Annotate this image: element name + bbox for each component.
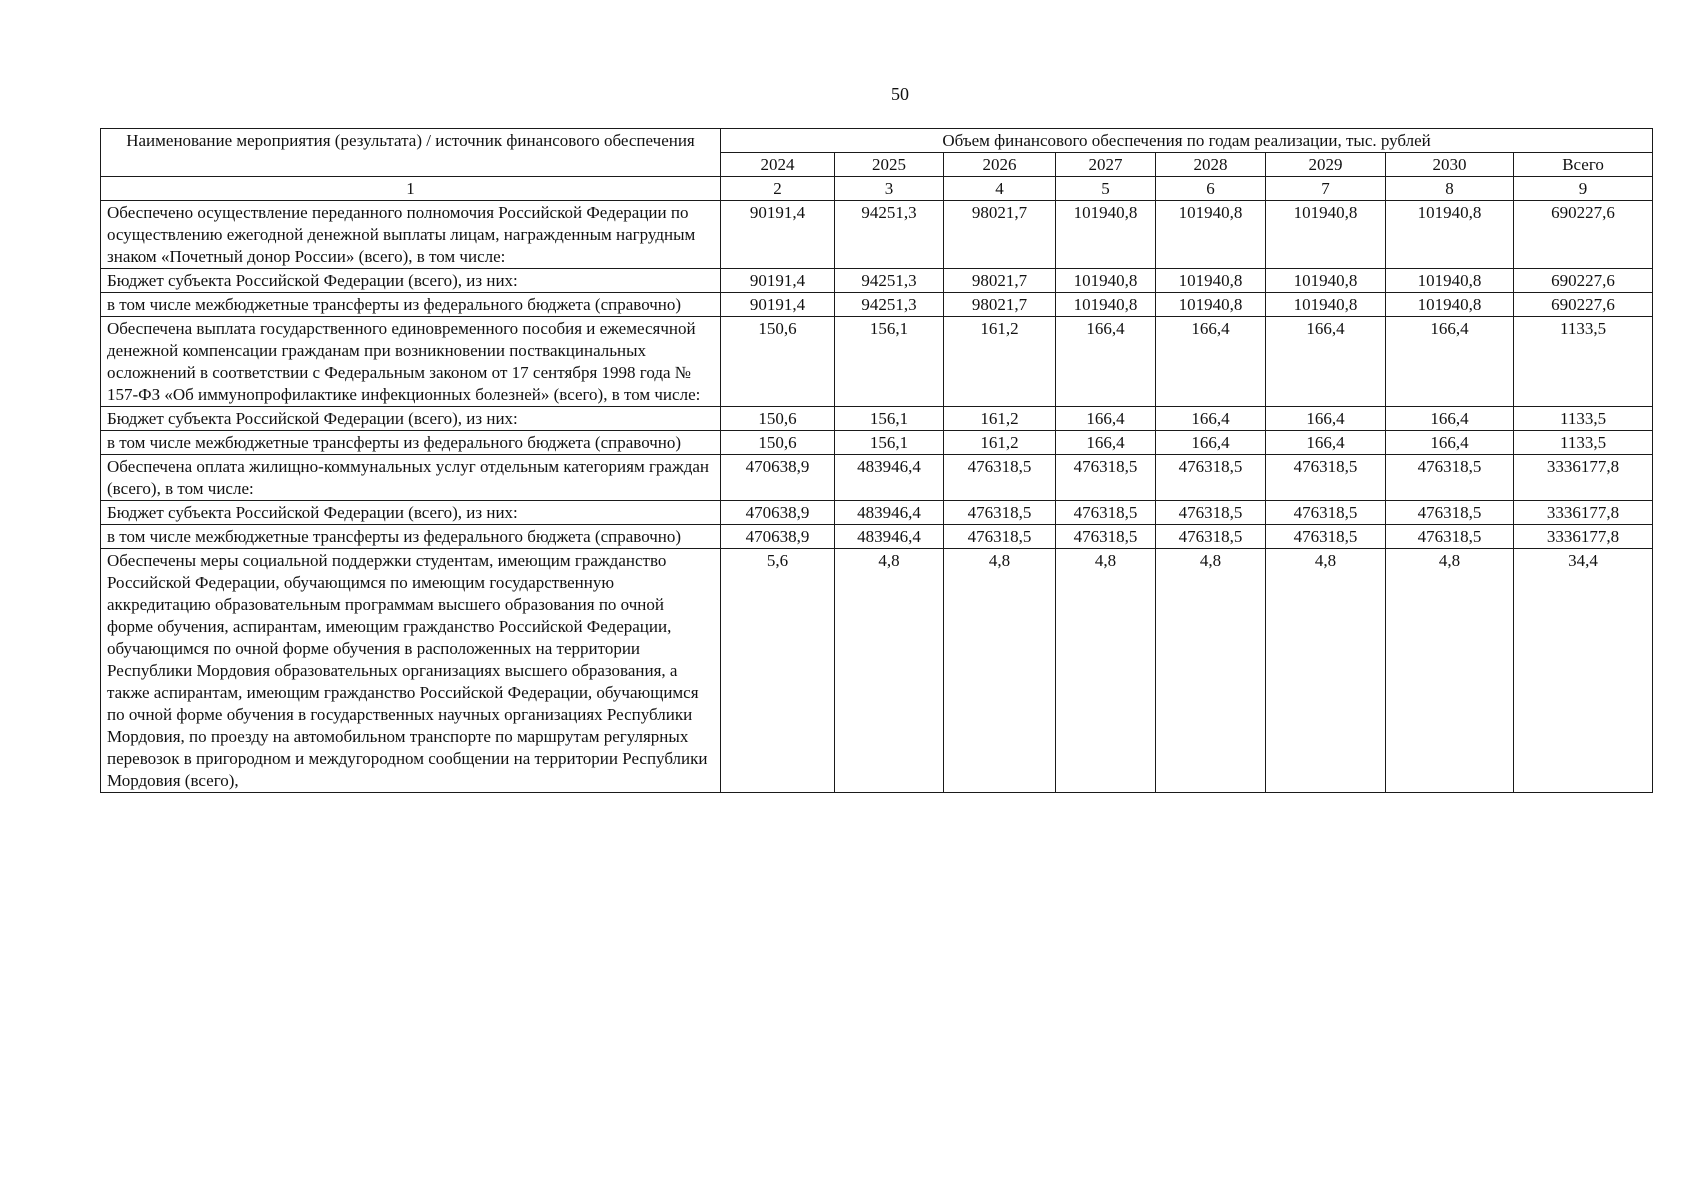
table-row: [101, 317, 1653, 407]
row-value: 4,8: [1386, 549, 1514, 793]
table-header: [101, 129, 1653, 201]
table-row: [101, 407, 1653, 431]
row-value: 476318,5: [944, 525, 1056, 549]
row-total: 690227,6: [1514, 293, 1653, 317]
row-name: в том числе межбюджетные трансферты из федерального бюджета (справочно): [101, 293, 721, 317]
row-value: 90191,4: [721, 269, 835, 293]
row-name: Обеспечены меры социальной поддержки студентам, имеющим гражданство Российской Федерации, обучающимся по имеющим государственную аккредитацию образовательным программам высшего образования по очной форме обучения, аспирантам, имеющим гражданство Российской Федерации, обучающимся по очной форме обучения в расположенных на территории Республики Мордовия образовательных организациях высшего образования, а также аспирантам, имеющим гражданство Российской Федерации, обучающимся по очной форме обучения в государственных научных организациях Республики Мордовия, по проезду на автомобильном транспорте по маршрутам регулярных перевозок в пригородном и междугородном сообщении на территории Республики Мордовия (всего),: [101, 549, 721, 793]
row-value: 101940,8: [1056, 269, 1156, 293]
table-row: [101, 201, 1653, 269]
row-value: 166,4: [1156, 407, 1266, 431]
row-value: 101940,8: [1386, 269, 1514, 293]
row-value: 156,1: [835, 431, 944, 455]
row-total: 34,4: [1514, 549, 1653, 793]
header-year: 2026: [944, 153, 1056, 177]
row-value: 98021,7: [944, 201, 1056, 269]
row-value: 98021,7: [944, 269, 1056, 293]
header-year: 2030: [1386, 153, 1514, 177]
table-row: [101, 549, 1653, 793]
row-name: Бюджет субъекта Российской Федерации (всего), из них:: [101, 501, 721, 525]
row-total: 1133,5: [1514, 317, 1653, 407]
row-value: 156,1: [835, 407, 944, 431]
row-value: 476318,5: [1056, 501, 1156, 525]
row-value: 476318,5: [1056, 455, 1156, 501]
header-year: 2027: [1056, 153, 1156, 177]
row-value: 476318,5: [1156, 501, 1266, 525]
row-value: 101940,8: [1266, 293, 1386, 317]
row-value: 166,4: [1386, 431, 1514, 455]
row-value: 90191,4: [721, 293, 835, 317]
row-name: Бюджет субъекта Российской Федерации (всего), из них:: [101, 269, 721, 293]
row-value: 166,4: [1056, 317, 1156, 407]
row-value: 476318,5: [1056, 525, 1156, 549]
table-row: [101, 269, 1653, 293]
row-value: 161,2: [944, 407, 1056, 431]
header-year: 2028: [1156, 153, 1266, 177]
row-value: 101940,8: [1156, 269, 1266, 293]
row-value: 470638,9: [721, 455, 835, 501]
row-value: 470638,9: [721, 525, 835, 549]
column-number: 8: [1386, 177, 1514, 201]
row-value: 483946,4: [835, 525, 944, 549]
row-value: 4,8: [1266, 549, 1386, 793]
row-value: 476318,5: [944, 501, 1056, 525]
row-value: 94251,3: [835, 201, 944, 269]
row-name: в том числе межбюджетные трансферты из федерального бюджета (справочно): [101, 525, 721, 549]
row-name: в том числе межбюджетные трансферты из федерального бюджета (справочно): [101, 431, 721, 455]
row-value: 166,4: [1386, 317, 1514, 407]
row-value: 98021,7: [944, 293, 1056, 317]
row-value: 101940,8: [1266, 201, 1386, 269]
row-value: 150,6: [721, 407, 835, 431]
row-total: 3336177,8: [1514, 525, 1653, 549]
row-value: 101940,8: [1386, 201, 1514, 269]
row-value: 166,4: [1266, 407, 1386, 431]
row-value: 483946,4: [835, 501, 944, 525]
row-name: Обеспечено осуществление переданного полномочия Российской Федерации по осуществлению ежегодной денежной выплаты лицам, награжденным нагрудным знаком «Почетный донор России» (всего), в том числе:: [101, 201, 721, 269]
row-value: 5,6: [721, 549, 835, 793]
row-value: 101940,8: [1266, 269, 1386, 293]
header-year: 2024: [721, 153, 835, 177]
column-number: 9: [1514, 177, 1653, 201]
column-numbers-row: [101, 177, 1653, 201]
row-value: 166,4: [1156, 317, 1266, 407]
row-value: 476318,5: [944, 455, 1056, 501]
table-row: [101, 525, 1653, 549]
table-row: [101, 501, 1653, 525]
row-name: Обеспечена оплата жилищно-коммунальных услуг отдельным категориям граждан (всего), в том числе:: [101, 455, 721, 501]
row-value: 4,8: [1156, 549, 1266, 793]
row-name: Бюджет субъекта Российской Федерации (всего), из них:: [101, 407, 721, 431]
row-value: 4,8: [1056, 549, 1156, 793]
row-value: 101940,8: [1386, 293, 1514, 317]
row-value: 101940,8: [1156, 293, 1266, 317]
row-value: 101940,8: [1056, 293, 1156, 317]
row-value: 166,4: [1266, 317, 1386, 407]
row-value: 166,4: [1056, 407, 1156, 431]
row-total: 3336177,8: [1514, 501, 1653, 525]
row-total: 690227,6: [1514, 201, 1653, 269]
column-number: 4: [944, 177, 1056, 201]
column-number: 7: [1266, 177, 1386, 201]
row-value: 476318,5: [1156, 525, 1266, 549]
row-value: 166,4: [1156, 431, 1266, 455]
row-value: 94251,3: [835, 269, 944, 293]
financing-table: [100, 128, 1653, 793]
row-value: 166,4: [1266, 431, 1386, 455]
table-row: [101, 431, 1653, 455]
header-volume-column: Объем финансового обеспечения по годам реализации, тыс. рублей: [721, 129, 1653, 153]
column-number: 5: [1056, 177, 1156, 201]
row-total: 690227,6: [1514, 269, 1653, 293]
row-value: 161,2: [944, 317, 1056, 407]
row-value: 470638,9: [721, 501, 835, 525]
row-value: 476318,5: [1386, 455, 1514, 501]
row-value: 476318,5: [1386, 501, 1514, 525]
column-number: 3: [835, 177, 944, 201]
row-value: 150,6: [721, 431, 835, 455]
row-total: 1133,5: [1514, 407, 1653, 431]
table-body: [101, 201, 1653, 793]
row-value: 476318,5: [1156, 455, 1266, 501]
row-value: 4,8: [835, 549, 944, 793]
row-name: Обеспечена выплата государственного единовременного пособия и ежемесячной денежной компенсации гражданам при возникновении поствакцинальных осложнений в соответствии с Федеральным законом от 17 сентября 1998 года № 157-ФЗ «Об иммунопрофилактике инфекционных болезней» (всего), в том числе:: [101, 317, 721, 407]
row-value: 101940,8: [1056, 201, 1156, 269]
row-value: 166,4: [1386, 407, 1514, 431]
column-number: 2: [721, 177, 835, 201]
row-value: 156,1: [835, 317, 944, 407]
header-year: 2029: [1266, 153, 1386, 177]
header-total: Всего: [1514, 153, 1653, 177]
row-value: 166,4: [1056, 431, 1156, 455]
table-row: [101, 455, 1653, 501]
row-value: 476318,5: [1266, 525, 1386, 549]
column-number: 6: [1156, 177, 1266, 201]
row-total: 1133,5: [1514, 431, 1653, 455]
row-value: 4,8: [944, 549, 1056, 793]
column-number: 1: [101, 177, 721, 201]
row-value: 476318,5: [1386, 525, 1514, 549]
row-total: 3336177,8: [1514, 455, 1653, 501]
row-value: 94251,3: [835, 293, 944, 317]
row-value: 483946,4: [835, 455, 944, 501]
page-number: 50: [891, 84, 909, 104]
row-value: 90191,4: [721, 201, 835, 269]
row-value: 161,2: [944, 431, 1056, 455]
row-value: 150,6: [721, 317, 835, 407]
row-value: 476318,5: [1266, 501, 1386, 525]
header-name-column: Наименование мероприятия (результата) / источник финансового обеспечения: [101, 129, 721, 177]
row-value: 476318,5: [1266, 455, 1386, 501]
row-value: 101940,8: [1156, 201, 1266, 269]
header-year: 2025: [835, 153, 944, 177]
table-row: [101, 293, 1653, 317]
